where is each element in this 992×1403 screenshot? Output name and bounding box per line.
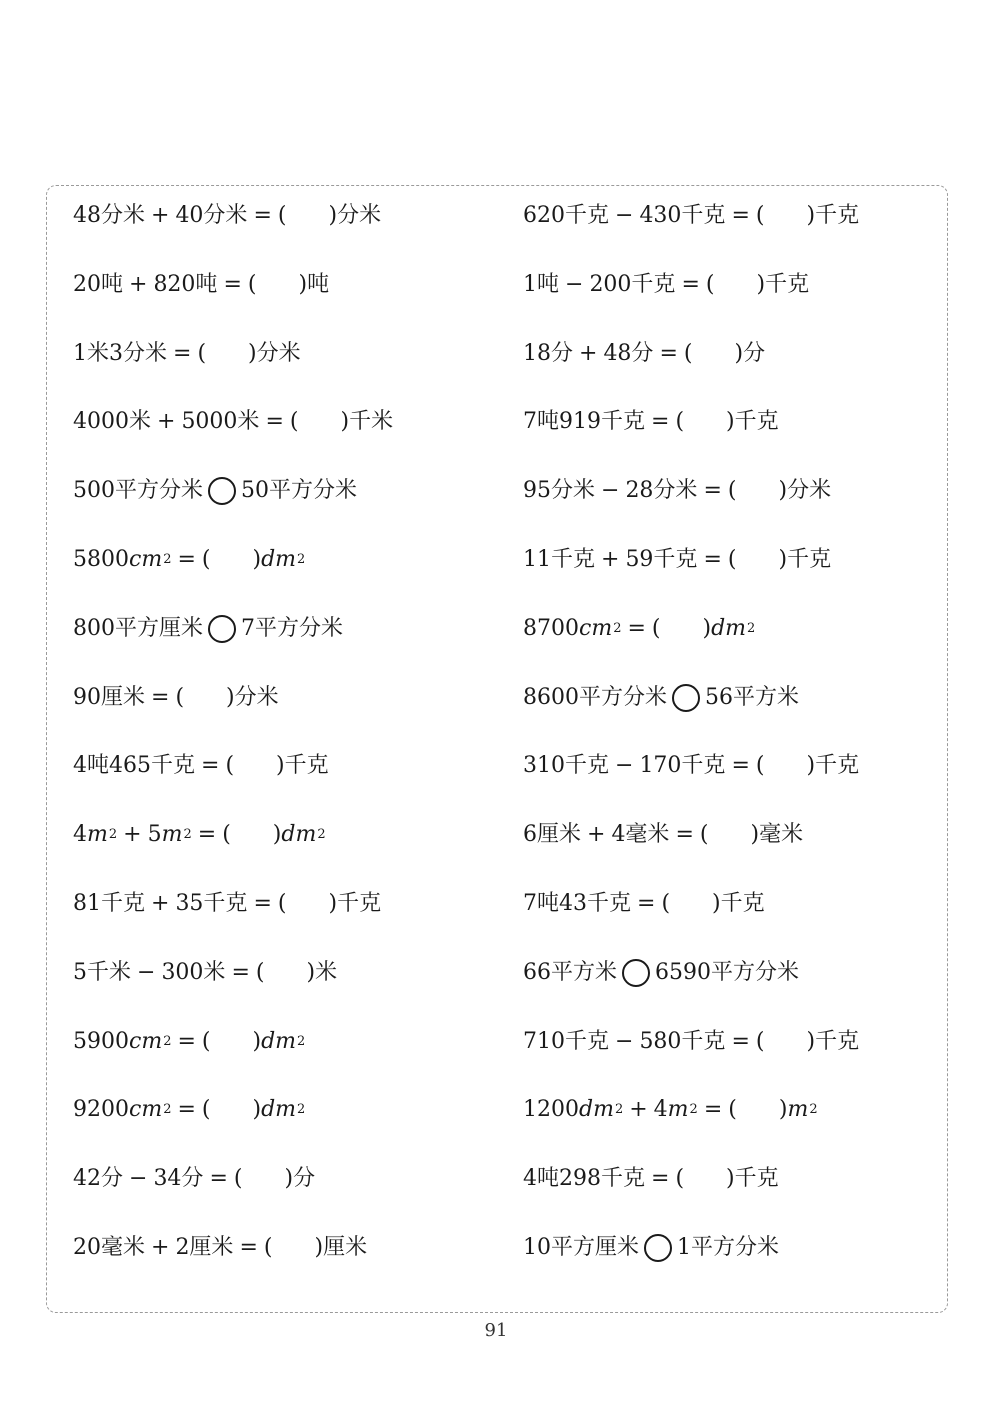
compare-circle[interactable] <box>208 477 236 505</box>
expression-text: ) <box>276 753 285 779</box>
operator: = <box>177 1097 196 1123</box>
expression-text: 千克 <box>734 1166 779 1192</box>
expression-text: 800平方厘米 <box>73 615 203 641</box>
expression-text: ( <box>755 753 765 779</box>
operator: + <box>601 547 620 572</box>
operator: + <box>629 1097 648 1123</box>
expression-text: 35千克 <box>175 891 248 916</box>
expression-text: dm <box>261 1097 297 1123</box>
exponent: 2 <box>614 1102 624 1118</box>
expression-text: 5千米 <box>73 959 131 985</box>
expression-text: ) <box>750 822 760 848</box>
exponent: 2 <box>689 1102 698 1118</box>
operator: + <box>579 340 598 366</box>
expression-text: 4000米 <box>73 409 151 435</box>
expression-text: 千克 <box>815 753 860 779</box>
exercise-item <box>523 958 799 988</box>
exercise-item <box>73 476 357 506</box>
expression-text: 分 <box>743 340 766 366</box>
operator: = <box>253 891 272 916</box>
expression-text: 56平方米 <box>705 684 799 710</box>
expression-text: 4毫米 <box>611 822 670 848</box>
expression-text: 11千克 <box>523 547 595 572</box>
expression-text: 吨 <box>307 271 330 297</box>
expression-text: ) <box>756 271 766 297</box>
expression-text: ( <box>175 684 185 710</box>
exercise-item <box>73 1095 305 1125</box>
operator: = <box>703 547 722 572</box>
exercise-item <box>523 545 831 575</box>
operator: = <box>201 753 220 779</box>
operator: − <box>565 271 584 297</box>
operator: = <box>731 1028 750 1054</box>
expression-text: m <box>667 1097 689 1123</box>
exercise-item <box>523 889 765 919</box>
exponent: 2 <box>317 827 326 843</box>
operator: − <box>137 959 156 985</box>
expression-text: ( <box>277 203 287 228</box>
expression-text: 千克 <box>284 753 329 779</box>
expression-text: ( <box>675 409 685 435</box>
compare-circle[interactable] <box>208 615 236 643</box>
exercise-item <box>523 407 779 437</box>
expression-text: 6590平方分米 <box>655 959 799 985</box>
operator: = <box>675 822 694 848</box>
exponent: 2 <box>297 1102 306 1118</box>
exercise-item <box>73 270 329 300</box>
expression-text: ( <box>263 1235 273 1260</box>
expression-text: 4吨465千克 <box>73 753 195 779</box>
expression-text: ( <box>661 891 671 916</box>
expression-text: 千克 <box>337 891 382 916</box>
exercise-item <box>73 889 381 919</box>
expression-text: m <box>787 1097 809 1123</box>
operator: = <box>703 1097 723 1123</box>
page-number: 91 <box>484 1320 508 1341</box>
expression-text: 5900 <box>73 1028 129 1054</box>
expression-text: 分米 <box>787 478 832 504</box>
compare-circle[interactable] <box>622 959 650 987</box>
exercise-item <box>73 201 381 231</box>
expression-text: 8600平方分米 <box>523 684 667 710</box>
exercise-item <box>73 751 329 781</box>
expression-text: ( <box>233 1166 243 1192</box>
expression-text: 48分 <box>603 340 654 366</box>
expression-text: ) <box>726 409 735 435</box>
exercise-item <box>523 1164 779 1194</box>
exercise-item <box>523 1233 779 1263</box>
expression-text: 1吨 <box>523 271 559 297</box>
expression-text: 710千克 <box>523 1028 609 1054</box>
expression-text: 310千克 <box>523 753 609 779</box>
operator: + <box>157 409 176 435</box>
expression-text: ( <box>728 1097 737 1123</box>
exponent: 2 <box>747 620 756 636</box>
operator: + <box>151 1235 170 1260</box>
expression-text: 66平方米 <box>523 959 617 985</box>
exponent: 2 <box>183 827 192 843</box>
expression-text: ) <box>778 1097 788 1123</box>
expression-text: ) <box>252 1028 262 1054</box>
expression-text: 1平方分米 <box>677 1235 779 1260</box>
expression-text: 10平方厘米 <box>523 1235 639 1260</box>
compare-circle[interactable] <box>644 1234 672 1262</box>
expression-text: ) <box>806 1028 816 1054</box>
expression-text: ( <box>683 340 693 366</box>
exercise-item <box>73 1164 315 1194</box>
exponent: 2 <box>163 1102 172 1118</box>
expression-text: 分 <box>293 1166 316 1192</box>
operator: = <box>627 615 646 641</box>
exponent: 2 <box>163 1033 172 1049</box>
exponent: 2 <box>163 552 172 567</box>
operator: = <box>209 1166 228 1192</box>
exercise-item <box>73 339 301 369</box>
expression-text: 分米 <box>337 203 382 228</box>
expression-text: 90厘米 <box>73 684 145 710</box>
operator: = <box>253 203 272 228</box>
expression-text: m <box>87 822 108 848</box>
expression-text: cm <box>129 1028 163 1054</box>
expression-text: ) <box>712 891 721 916</box>
expression-text: 米 <box>315 959 338 985</box>
expression-text: 千克 <box>787 547 832 572</box>
exercise-item <box>73 1233 367 1263</box>
expression-text: 厘米 <box>323 1235 368 1260</box>
expression-text: dm <box>281 822 317 848</box>
operator: + <box>151 891 170 916</box>
expression-text: ( <box>289 409 299 435</box>
expression-text: ) <box>306 959 316 985</box>
expression-text: 5800 <box>73 547 129 572</box>
exercise-item <box>73 1027 305 1057</box>
exercise-item <box>73 614 343 644</box>
expression-text: 40分米 <box>175 203 248 228</box>
exponent: 2 <box>613 620 622 636</box>
exercise-item <box>73 820 326 850</box>
operator: − <box>601 478 620 504</box>
expression-text: ) <box>252 547 262 572</box>
expression-text: 千米 <box>349 409 394 435</box>
expression-text: ) <box>298 271 308 297</box>
operator: + <box>151 203 170 228</box>
exercise-item <box>523 270 809 300</box>
operator: = <box>731 203 750 228</box>
compare-circle[interactable] <box>672 684 700 712</box>
exercise-item <box>523 683 799 713</box>
expression-text: ( <box>222 822 231 848</box>
operator: = <box>177 547 196 572</box>
expression-text: 分米 <box>256 340 301 366</box>
exercise-item <box>523 476 831 506</box>
expression-text: ) <box>252 1097 262 1123</box>
expression-text: 820吨 <box>153 271 218 297</box>
expression-text: 千克 <box>765 271 810 297</box>
operator: − <box>615 753 634 779</box>
expression-text: 34分 <box>153 1166 204 1192</box>
expression-text: ) <box>226 684 235 710</box>
expression-text: cm <box>579 615 613 641</box>
exercise-item <box>73 958 337 988</box>
expression-text: 300米 <box>161 959 226 985</box>
operator: = <box>173 340 192 366</box>
operator: − <box>615 1028 634 1054</box>
expression-text: ) <box>778 547 788 572</box>
exercise-item <box>523 614 755 644</box>
expression-text: 59千克 <box>625 547 698 572</box>
expression-text: 千克 <box>734 409 779 435</box>
expression-text: 1米3分米 <box>73 340 167 366</box>
operator: = <box>637 891 656 916</box>
exercise-item <box>523 339 765 369</box>
expression-text: 430千克 <box>639 203 726 228</box>
expression-text: ) <box>778 478 788 504</box>
expression-text: ( <box>201 1097 211 1123</box>
operator: = <box>151 684 170 710</box>
expression-text: ( <box>277 891 287 916</box>
exercise-item <box>73 683 279 713</box>
expression-text: ( <box>225 753 235 779</box>
expression-text: ( <box>201 1028 211 1054</box>
exercise-item <box>523 1095 818 1125</box>
exercise-box <box>46 185 948 1313</box>
expression-text: 20吨 <box>73 271 123 297</box>
operator: = <box>265 409 284 435</box>
expression-text: 200千克 <box>589 271 676 297</box>
expression-text: 20毫米 <box>73 1235 145 1260</box>
expression-text: 毫米 <box>759 822 804 848</box>
expression-text: 4 <box>653 1097 668 1123</box>
operator: + <box>123 822 142 848</box>
expression-text: 50平方分米 <box>241 478 357 504</box>
operator: = <box>703 478 722 504</box>
expression-text: cm <box>129 547 163 572</box>
expression-text: 95分米 <box>523 478 595 504</box>
expression-text: ) <box>328 203 338 228</box>
operator: = <box>223 271 242 297</box>
expression-text: ) <box>806 203 816 228</box>
operator: − <box>129 1166 148 1192</box>
expression-text: 4 <box>73 822 87 848</box>
expression-text: 千克 <box>815 203 860 228</box>
exercise-item <box>523 820 803 850</box>
expression-text: 6厘米 <box>523 822 581 848</box>
expression-text: ) <box>284 1166 294 1192</box>
exercise-item <box>523 751 859 781</box>
expression-text: 170千克 <box>639 753 726 779</box>
operator: = <box>197 822 217 848</box>
expression-text: m <box>161 822 183 848</box>
expression-text: ( <box>727 547 737 572</box>
expression-text: ( <box>247 271 257 297</box>
expression-text: 18分 <box>523 340 573 366</box>
exercise-item <box>523 201 859 231</box>
expression-text: ) <box>734 340 744 366</box>
expression-text: 5000米 <box>181 409 260 435</box>
expression-text: 7吨43千克 <box>523 891 631 916</box>
operator: = <box>177 1028 196 1054</box>
exponent: 2 <box>297 1033 306 1049</box>
operator: = <box>731 753 750 779</box>
operator: = <box>651 409 670 435</box>
expression-text: ) <box>726 1166 735 1192</box>
expression-text: 千克 <box>720 891 765 916</box>
expression-text: ( <box>755 203 765 228</box>
expression-text: 2厘米 <box>175 1235 234 1260</box>
expression-text: 1200 <box>523 1097 579 1123</box>
operator: = <box>651 1166 670 1192</box>
expression-text: 4吨298千克 <box>523 1166 645 1192</box>
expression-text: dm <box>261 1028 297 1054</box>
operator: = <box>239 1235 258 1260</box>
expression-text: dm <box>579 1097 614 1123</box>
expression-text: 5 <box>147 822 162 848</box>
expression-text: 7吨919千克 <box>523 409 645 435</box>
operator: + <box>129 271 148 297</box>
expression-text: 9200 <box>73 1097 129 1123</box>
exponent: 2 <box>297 552 306 567</box>
expression-text: ( <box>755 1028 765 1054</box>
expression-text: ) <box>314 1235 324 1260</box>
expression-text: 580千克 <box>639 1028 726 1054</box>
expression-text: 42分 <box>73 1166 123 1192</box>
expression-text: 8700 <box>523 615 579 641</box>
expression-text: cm <box>129 1097 163 1123</box>
expression-text: 28分米 <box>625 478 698 504</box>
expression-text: ) <box>806 753 816 779</box>
expression-text: ( <box>675 1166 685 1192</box>
expression-text: 7平方分米 <box>241 615 343 641</box>
exercise-item <box>523 1027 859 1057</box>
expression-text: ( <box>651 615 661 641</box>
expression-text: ) <box>702 615 712 641</box>
exercise-item <box>73 545 305 575</box>
expression-text: ( <box>197 340 207 366</box>
expression-text: ( <box>705 271 715 297</box>
expression-text: ( <box>727 478 737 504</box>
exponent: 2 <box>809 1102 818 1118</box>
expression-text: 500平方分米 <box>73 478 203 504</box>
expression-text: 分米 <box>234 684 279 710</box>
expression-text: ) <box>328 891 338 916</box>
expression-text: 81千克 <box>73 891 145 916</box>
operator: − <box>615 203 634 228</box>
operator: = <box>681 271 700 297</box>
expression-text: ) <box>272 822 282 848</box>
expression-text: ) <box>340 409 350 435</box>
expression-text: ( <box>201 547 211 572</box>
operator: = <box>659 340 678 366</box>
expression-text: ( <box>255 959 265 985</box>
exercise-item <box>73 407 393 437</box>
expression-text: 620千克 <box>523 203 609 228</box>
operator: = <box>231 959 250 985</box>
expression-text: ) <box>248 340 257 366</box>
expression-text: ( <box>699 822 709 848</box>
expression-text: dm <box>711 615 747 641</box>
operator: + <box>587 822 606 848</box>
expression-text: dm <box>261 547 297 572</box>
exponent: 2 <box>108 827 118 843</box>
expression-text: 千克 <box>815 1028 860 1054</box>
expression-text: 48分米 <box>73 203 145 228</box>
